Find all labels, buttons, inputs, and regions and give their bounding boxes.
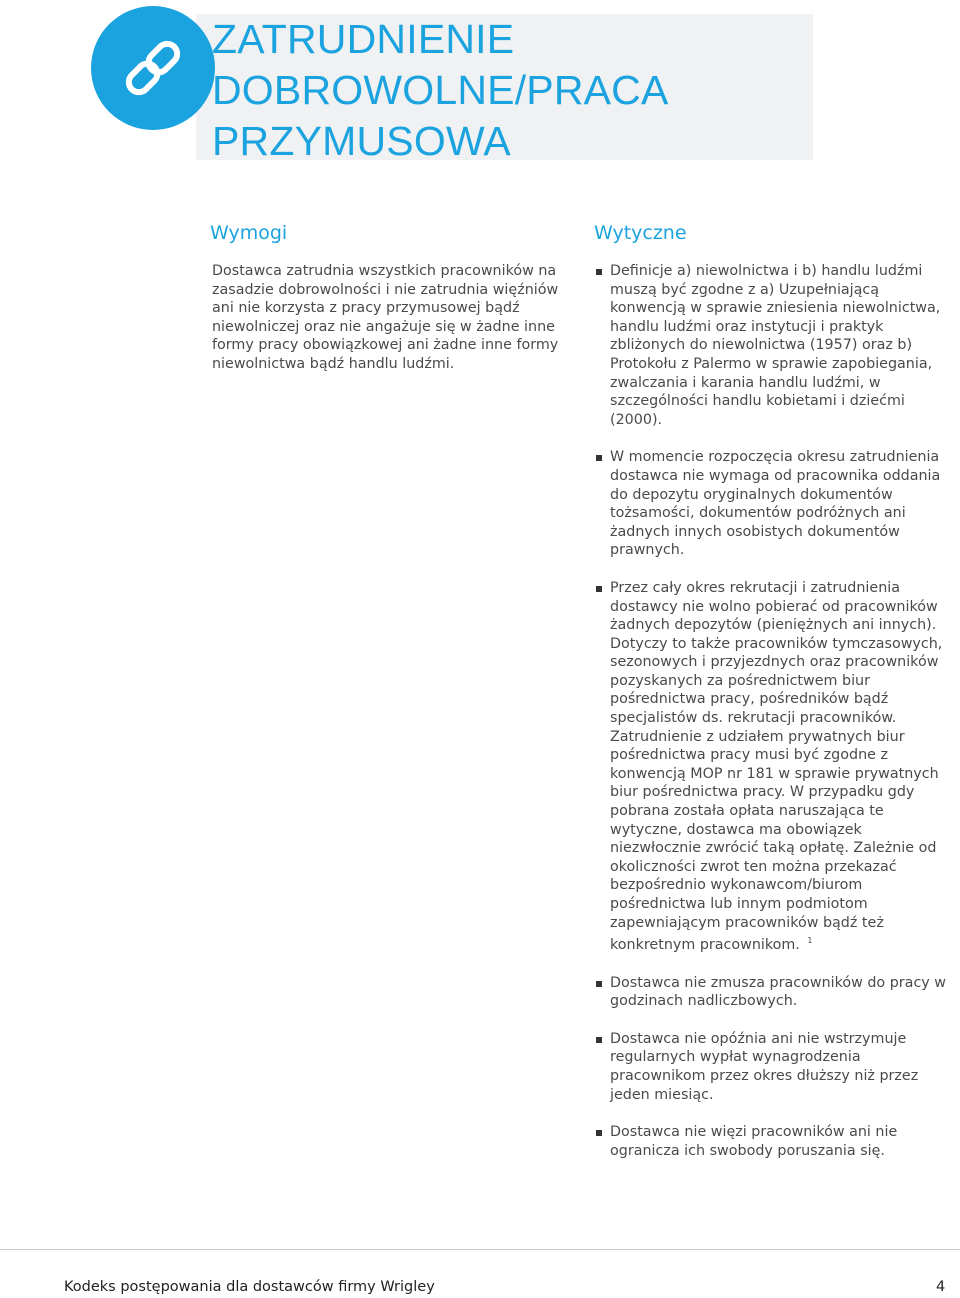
- guideline-text: Dostawca nie opóźnia ani nie wstrzymuje regularnych wypłat wynagrodzenia pracownikom przez okres dłuższy niż przez jeden miesiąc.: [610, 1030, 919, 1103]
- guideline-text: Dostawca nie zmusza pracowników do pracy w godzinach nadliczbowych.: [610, 974, 946, 1010]
- bullet-square-icon: [596, 1037, 602, 1043]
- title-line: DOBROWOLNE/PRACA: [212, 67, 669, 113]
- guideline-text: W momencie rozpoczęcia okresu zatrudnienia dostawca nie wymaga od pracownika oddania do depozytu oryginalnych dokumentów tożsamości, dokumentów podróżnych ani żadnych innych osobistych dokumentów prawnych.: [610, 449, 941, 559]
- guideline-text: Definicje a) niewolnictwa i b) handlu ludźmi muszą być zgodne z a) Uzupełniającą konwencją w sprawie zniesienia niewolnictwa, handlu ludźmi oraz instytucji i praktyk zbliżonych do niewolnictwa (1957) oraz b) Protokołu z Palermo w sprawie zapobiegania, zwalczania i karania handlu ludźmi, w szczególności handlu kobietami i dziećmi (2000).: [610, 263, 941, 428]
- link-chain-icon: [117, 32, 189, 104]
- bullet-square-icon: [596, 981, 602, 987]
- footnote-marker: 1: [807, 936, 813, 946]
- requirements-paragraph: Dostawca zatrudnia wszystkich pracowników na zasadzie dobrowolności i nie zatrudnia więźniów ani nie korzysta z pracy przymusowej bądź niewolniczej oraz nie angażuje się w żadne inne formy pracy obowiązkowej ani żadne inne formy niewolnictwa bądź handlu ludźmi.: [212, 263, 559, 372]
- title-line: PRZYMUSOWA: [212, 118, 511, 164]
- guideline-text: Przez cały okres rekrutacji i zatrudnienia dostawcy nie wolno pobierać od pracowników żadnych depozytów (pieniężnych ani innych). Dotyczy to także pracowników tymczasowych, sezonowych i przyjezdnych oraz pracowników pozyskanych za pośrednictwem biur pośrednictwa pracy, pośredników bądź specjalistów ds. rekrutacji pracowników. Zatrudnienie z udziałem prywatnych biur pośrednictwa pracy musi być zgodne z konwencją MOP nr 181 w sprawie prywatnych biur pośrednictwa pracy. W przypadku gdy pobrana została opłata naruszająca te wytyczne, dostawca ma obowiązek niezwłocznie zwrócić taką opłatę. Zależnie od okoliczności zwrot ten można przekazać bezpośrednio wykonawcom/biurom pośrednictwa lub innym podmiotom zapewniającym pracowników bądź też konkretnym pracownikom.: [610, 579, 943, 953]
- title-line: ZATRUDNIENIE: [212, 16, 515, 62]
- guideline-text: Dostawca nie więzi pracowników ani nie ogranicza ich swobody poruszania się.: [610, 1124, 898, 1159]
- guideline-item: [596, 1030, 956, 1104]
- footer-divider: [0, 1249, 960, 1250]
- requirements-heading: Wymogi: [210, 222, 288, 244]
- guideline-item: [596, 1123, 956, 1160]
- page-title: [212, 14, 802, 167]
- bullet-square-icon: [596, 1130, 602, 1136]
- logo-badge: [91, 6, 215, 130]
- bullet-square-icon: [596, 269, 602, 275]
- guidelines-heading: Wytyczne: [594, 222, 687, 244]
- bullet-square-icon: [596, 455, 602, 461]
- page-number: 4: [936, 1279, 946, 1295]
- guideline-item: [596, 974, 956, 1011]
- guidelines-list: [596, 262, 956, 1179]
- guideline-item: [596, 262, 956, 429]
- guideline-item: [596, 579, 956, 955]
- guideline-item: [596, 448, 956, 560]
- bullet-square-icon: [596, 586, 602, 592]
- footer-document-title: Kodeks postępowania dla dostawców firmy Wrigley: [64, 1279, 435, 1295]
